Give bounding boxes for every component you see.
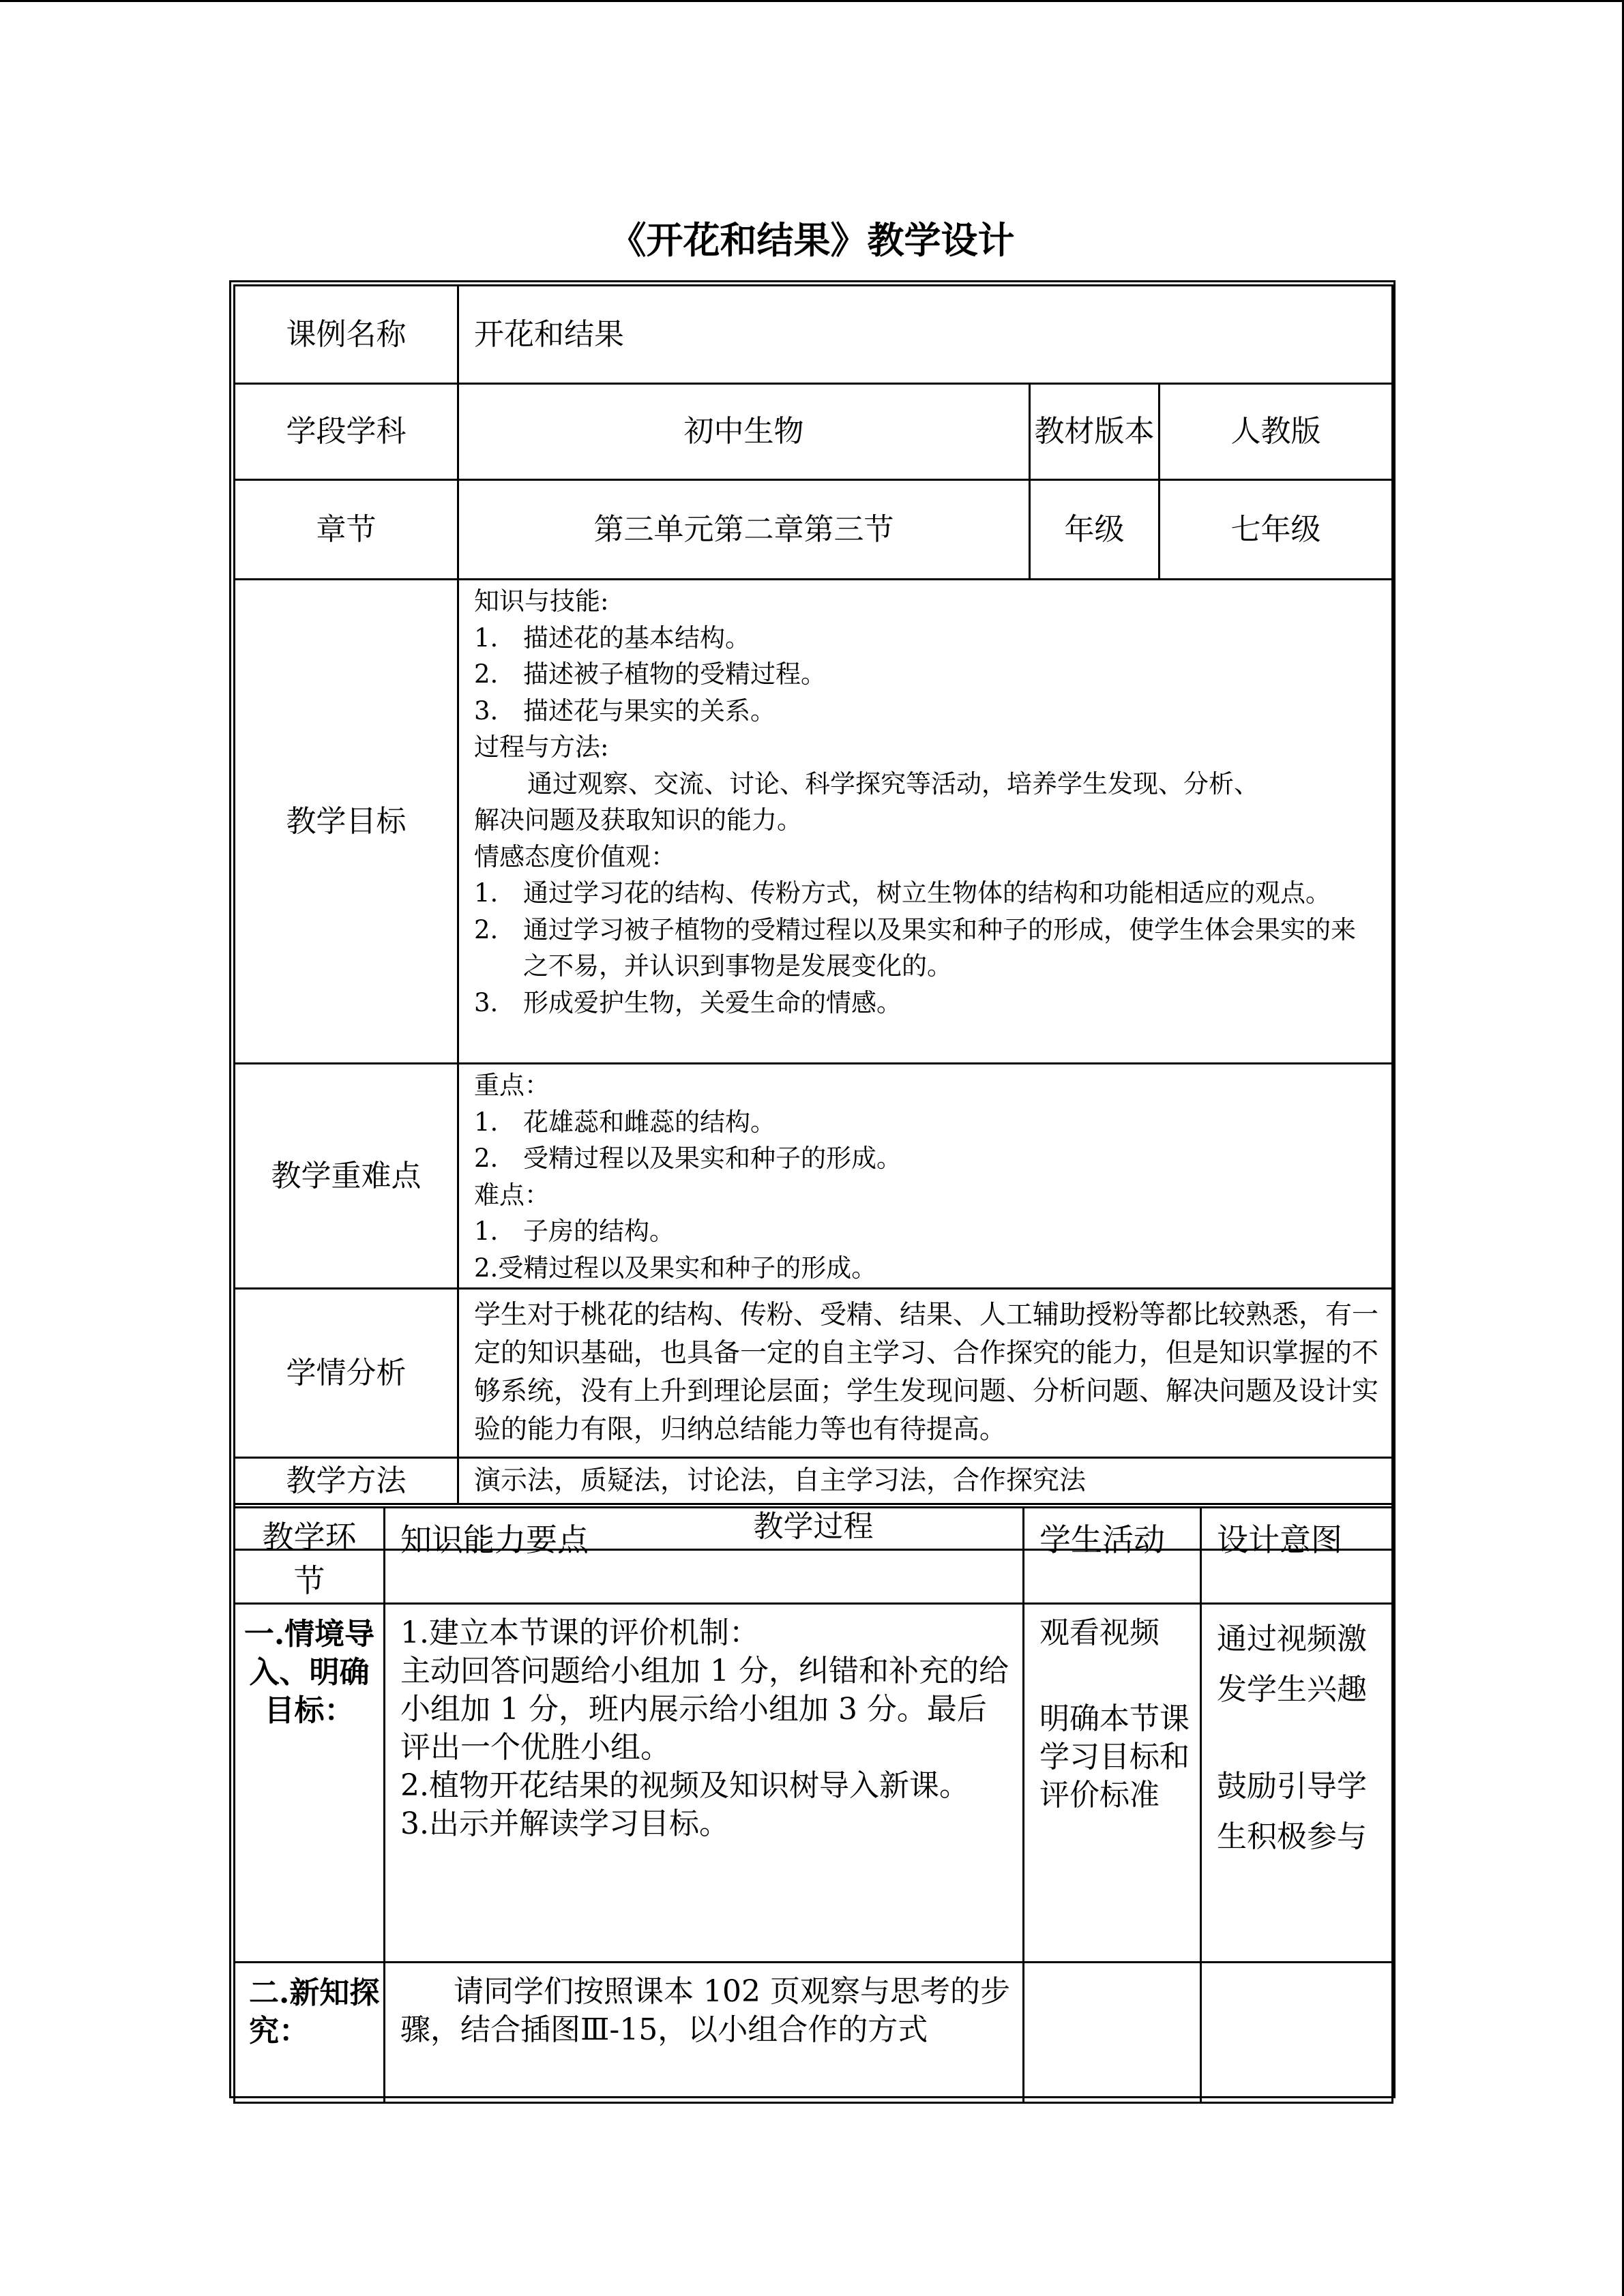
stage-cell: 二.新知探究： xyxy=(235,1963,385,2103)
activity-cell xyxy=(1024,1604,1201,1963)
row-teaching-goals xyxy=(235,580,1393,1064)
stage-subject-value: 初中生物 xyxy=(458,384,1030,480)
process-column-header-row xyxy=(235,1508,1393,1604)
emotion-heading: 情感态度价值观： xyxy=(474,841,676,871)
textbook-edition-label: 教材版本 xyxy=(1030,384,1160,480)
points-cell xyxy=(385,1604,1024,1963)
column-header-points: 知识能力要点 xyxy=(385,1508,1024,1604)
teaching-process-table xyxy=(233,1506,1393,2104)
column-header-activity: 学生活动 xyxy=(1024,1508,1201,1604)
row-chapter xyxy=(235,480,1393,580)
key-points-label: 教学重难点 xyxy=(235,1064,458,1289)
chapter-value: 第三单元第二章第三节 xyxy=(458,480,1030,580)
emotion-item: 3. 形成爱护生物，关爱生命的情感。 xyxy=(474,987,902,1017)
teaching-goals-content xyxy=(458,580,1393,1064)
row-learner-analysis xyxy=(235,1289,1393,1458)
chapter-label: 章节 xyxy=(235,480,458,580)
activity-text: 明确本节课学习目标和评价标准 xyxy=(1039,1701,1190,1813)
knowledge-item: 2. 描述被子植物的受精过程。 xyxy=(474,659,826,689)
point-line: 主动回答问题给小组加 1 分，纠错和补充的给小组加 1 分，班内展示给小组加 3 分。最后评出一个优胜小组。 xyxy=(400,1654,1009,1765)
knowledge-heading: 知识与技能: xyxy=(474,586,609,616)
grade-value: 七年级 xyxy=(1160,480,1393,580)
column-header-intent: 设计意图 xyxy=(1201,1508,1393,1604)
knowledge-item: 1. 描述花的基本结构。 xyxy=(474,623,750,653)
intent-cell xyxy=(1201,1963,1393,2103)
difficulty-item: 2.受精过程以及果实和种子的形成。 xyxy=(474,1253,877,1283)
row-teaching-methods xyxy=(235,1458,1393,1504)
course-name-value: 开花和结果 xyxy=(458,286,1393,384)
stage-subject-label: 学段学科 xyxy=(235,384,458,480)
process-text-cont: 解决问题及获取知识的能力。 xyxy=(474,805,802,835)
key-item: 1. 花雄蕊和雌蕊的结构。 xyxy=(474,1107,776,1137)
activity-text: 观看视频 xyxy=(1039,1615,1160,1650)
intent-text: 鼓励引导学生积极参与 xyxy=(1217,1769,1367,1854)
process-text: 通过观察、交流、讨论、科学探究等活动，培养学生发现、分析、 xyxy=(527,769,1259,799)
column-header-stage: 教学环节 xyxy=(235,1508,385,1604)
difficulty-item: 1. 子房的结构。 xyxy=(474,1217,675,1246)
learner-analysis-text: 学生对于桃花的结构、传粉、受精、结果、人工辅助授粉等都比较熟悉，有一定的知识基础，也具备一定的自主学习、合作探究的能力，但是知识掌握的不够系统，没有上升到理论层面；学生发现问题、分析问题、解决问题及设计实验的能力有限，归纳总结能力等也有待提高。 xyxy=(458,1289,1393,1458)
process-row xyxy=(235,1604,1393,1963)
knowledge-item: 3. 描述花与果实的关系。 xyxy=(474,696,776,726)
point-line: 1.建立本节课的评价机制： xyxy=(400,1615,759,1650)
process-row xyxy=(235,1963,1393,2103)
row-course-name xyxy=(235,286,1393,384)
teaching-methods-text: 演示法，质疑法，讨论法，自主学习法，合作探究法 xyxy=(458,1458,1393,1504)
teaching-methods-label: 教学方法 xyxy=(235,1458,458,1504)
process-heading: 过程与方法: xyxy=(474,732,609,762)
point-line: 2.植物开花结果的视频及知识树导入新课。 xyxy=(400,1768,969,1803)
key-heading: 重点： xyxy=(474,1071,550,1100)
difficulty-heading: 难点： xyxy=(474,1180,550,1210)
emotion-item: 1. 通过学习花的结构、传粉方式，树立生物体的结构和功能相适应的观点。 xyxy=(474,878,1331,908)
key-item: 2. 受精过程以及果实和种子的形成。 xyxy=(474,1144,902,1173)
document-title: 《开花和结果》教学设计 xyxy=(609,219,1015,262)
row-stage-subject xyxy=(235,384,1393,480)
grade-label: 年级 xyxy=(1030,480,1160,580)
emotion-item: 2. 通过学习被子植物的受精过程以及果实和种子的形成，使学生体会果实的来之不易，并认识到事物是发展变化的。 xyxy=(474,914,1356,981)
top-border-line xyxy=(0,0,1624,2)
stage-cell: 一.情境导入、明确目标： xyxy=(235,1604,385,1963)
textbook-edition-value: 人教版 xyxy=(1160,384,1393,480)
lesson-info-table xyxy=(233,284,1393,1551)
points-cell: 请同学们按照课本 102 页观察与思考的步骤，结合插图Ⅲ-15，以小组合作的方式 xyxy=(385,1963,1024,2103)
learner-analysis-label: 学情分析 xyxy=(235,1289,458,1458)
intent-cell xyxy=(1201,1604,1393,1963)
teaching-process-heading: 教学过程 xyxy=(235,1504,1393,1550)
teaching-goals-label: 教学目标 xyxy=(235,580,458,1064)
activity-cell xyxy=(1024,1963,1201,2103)
course-name-label: 课例名称 xyxy=(235,286,458,384)
intent-text: 通过视频激发学生兴趣 xyxy=(1217,1622,1367,1707)
key-points-content xyxy=(458,1064,1393,1289)
row-key-points xyxy=(235,1064,1393,1289)
point-line: 3.出示并解读学习目标。 xyxy=(400,1806,729,1841)
